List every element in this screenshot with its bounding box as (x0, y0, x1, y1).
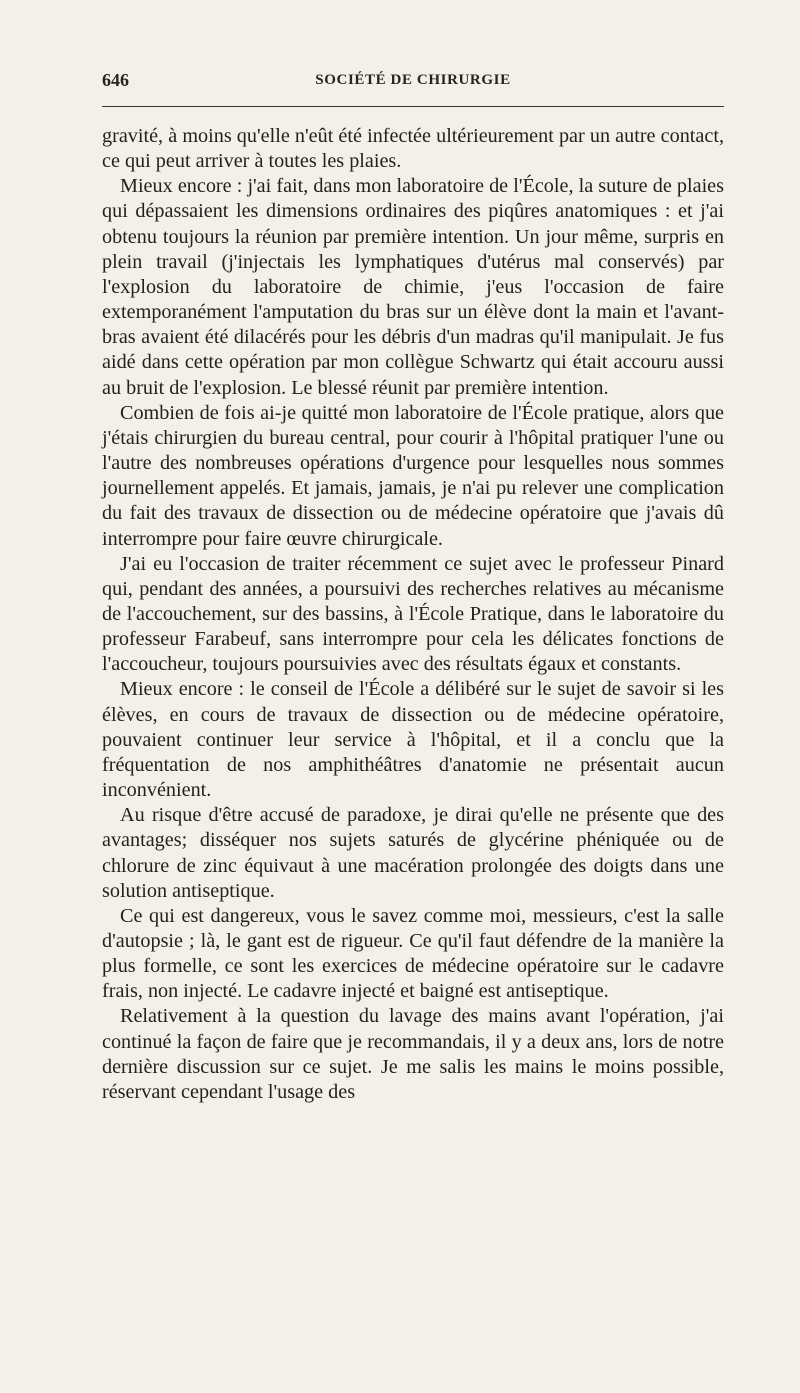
running-title: SOCIÉTÉ DE CHIRURGIE (315, 72, 511, 88)
paragraph: gravité, à moins qu'elle n'eût été infectée ultérieurement par un autre contact, ce qui peut arriver à toutes les plaies. (102, 125, 724, 173)
body-text (102, 124, 724, 1105)
paragraph: Au risque d'être accusé de paradoxe, je dirai qu'elle ne présente que des avantages; disséquer nos sujets saturés de glycérine phéniquée ou de chlorure de zinc équivaut à une macération prolongée des doigts dans une solution antiseptique. (102, 804, 724, 902)
paragraph: Relativement à la question du lavage des mains avant l'opération, j'ai continué la façon de faire que je recommandais, il y a deux ans, lors de notre dernière discussion sur ce sujet. Je me salis les mains le moins possible, réservant cependant l'usage des (102, 1005, 724, 1103)
page-number: 646 (102, 70, 129, 90)
paragraph: Mieux encore : j'ai fait, dans mon laboratoire de l'École, la suture de plaies qui dépassaient les dimensions ordinaires des piqûres anatomiques : et j'ai obtenu toujours la réunion par première intention. Un jour même, surpris en plein travail (j'injectais les lymphatiques d'utérus mal conservés) par l'explosion du laboratoire de chimie, j'eus l'occasion de faire extemporanément l'amputation du bras sur un élève dont la main et l'avant-bras avaient été dilacérés pour les débris d'un madras qu'il manipulait. Je fus aidé dans cette opération par mon collègue Schwartz qui était accouru aussi au bruit de l'explosion. Le blessé réunit par première intention. (102, 175, 724, 399)
paragraph: J'ai eu l'occasion de traiter récemment ce sujet avec le professeur Pinard qui, pendant des années, a poursuivi des recherches relatives au mécanisme de l'accouchement, sur des bassins, à l'École Pratique, dans le laboratoire du professeur Farabeuf, sans interrompre pour cela les délicates fonctions de l'accoucheur, toujours poursuivies avec des résultats égaux et constants. (102, 552, 724, 676)
header-rule (102, 106, 724, 107)
paragraph: Mieux encore : le conseil de l'École a délibéré sur le sujet de savoir si les élèves, en cours de travaux de dissection ou de médecine opératoire, pouvaient continuer leur service à l'hôpital, et il a conclu que la fréquentation de nos amphithéâtres d'anatomie ne présentait aucun inconvénient. (102, 678, 724, 802)
paragraph: Ce qui est dangereux, vous le savez comme moi, messieurs, c'est la salle d'autopsie ; là, le gant est de rigueur. Ce qu'il faut défendre de la manière la plus formelle, ce sont les exercices de médecine opératoire sur le cadavre frais, non injecté. Le cadavre injecté et baigné est antiseptique. (102, 904, 724, 1003)
page-header (102, 70, 724, 92)
paragraph: Combien de fois ai-je quitté mon laboratoire de l'École pratique, alors que j'étais chirurgien du bureau central, pour courir à l'hôpital pratiquer l'une ou l'autre des nombreuses opérations d'urgence pour lesquelles nous sommes journellement appelés. Et jamais, jamais, je n'ai pu relever une complication du fait des travaux de dissection ou de médecine opératoire que j'avais dû interrompre pour faire œuvre chirurgicale. (102, 401, 724, 550)
